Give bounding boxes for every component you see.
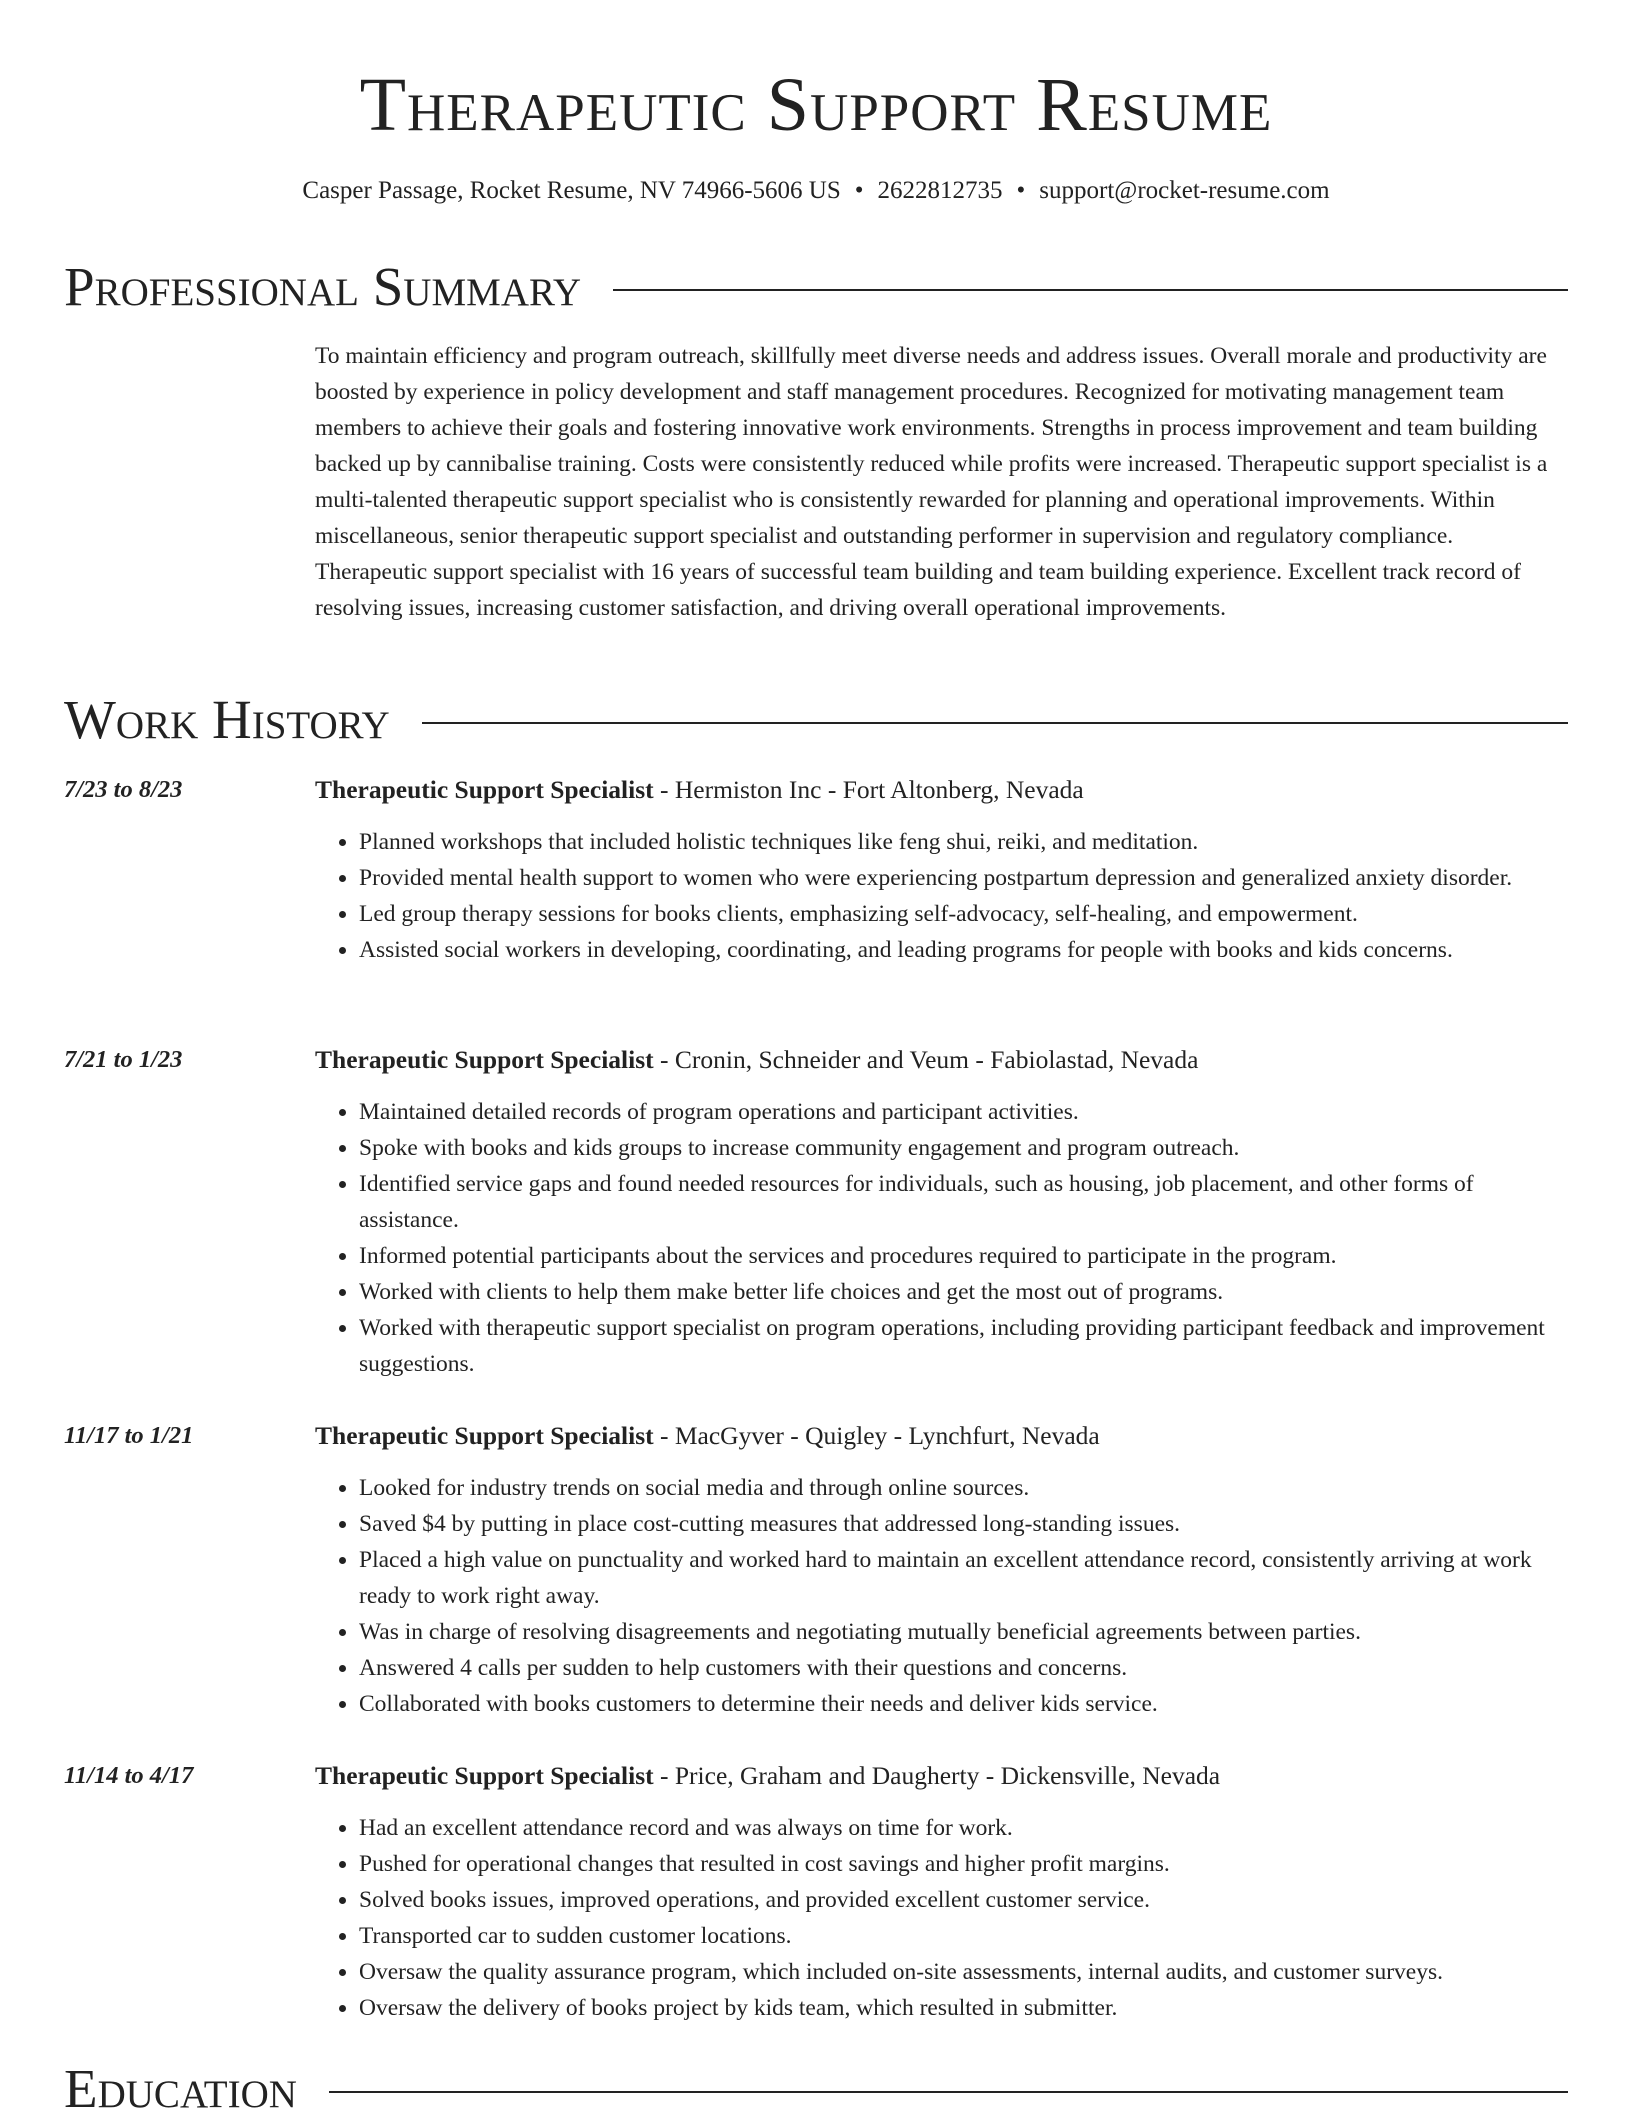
job-title-line bbox=[315, 1759, 1568, 1793]
job-bullet: • Pushed for operational changes that resulted in cost savings and higher profit margins. bbox=[359, 1846, 1568, 1882]
job-bullet: • Assisted social workers in developing, coordinating, and leading programs for people with books and kids concerns. bbox=[359, 932, 1568, 968]
job-employer: - Hermiston Inc - Fort Altonberg, Nevada bbox=[653, 775, 1084, 804]
section-header-work-history bbox=[64, 687, 1568, 753]
resume-title: Therapeutic Support Resume bbox=[359, 63, 1273, 147]
section-divider bbox=[329, 2091, 1568, 2093]
job-bullet: • Worked with clients to help them make better life choices and get the most out of programs. bbox=[359, 1274, 1568, 1310]
job-bullets bbox=[315, 1810, 1568, 2026]
job-bullet: • Informed potential participants about the services and procedures required to participate in the program. bbox=[359, 1238, 1568, 1274]
job-dates: 7/23 to 8/23 bbox=[64, 776, 183, 803]
bullet-separator: • bbox=[1016, 177, 1026, 204]
job-employer: - Cronin, Schneider and Veum - Fabiolastad, Nevada bbox=[653, 1045, 1199, 1074]
section-title-work-history: Work History bbox=[64, 689, 390, 750]
section-divider bbox=[422, 722, 1568, 724]
job-dates: 7/21 to 1/23 bbox=[64, 1046, 183, 1073]
contact-line bbox=[0, 176, 1632, 206]
job-employer: - MacGyver - Quigley - Lynchfurt, Nevada bbox=[653, 1421, 1100, 1450]
summary-text: To maintain efficiency and program outreach, skillfully meet diverse needs and address issues. Overall morale and productivity are boosted by experience in policy development and staff management procedures. Recognized for motivating management team members to achieve their goals and fostering innovative work environments. Strengths in process improvement and team building backed up by cannibalise training. Costs were consistently reduced while profits were increased. Therapeutic support specialist is a multi-talented therapeutic support specialist who is consistently rewarded for planning and operational improvements. Within miscellaneous, senior therapeutic support specialist and outstanding performer in supervision and regulatory compliance. Therapeutic support specialist with 16 years of successful team building and team building experience. Excellent track record of resolving issues, increasing customer satisfaction, and driving overall operational improvements. bbox=[315, 343, 1548, 621]
job-bullet: • Saved $4 by putting in place cost-cutting measures that addressed long-standing issues. bbox=[359, 1506, 1568, 1542]
job-bullet: • Placed a high value on punctuality and worked hard to maintain an excellent attendance record, consistently arriving at work ready to work right away. bbox=[359, 1542, 1568, 1614]
job-bullet: • Maintained detailed records of program operations and participant activities. bbox=[359, 1094, 1568, 1130]
section-title-education: Education bbox=[64, 2058, 297, 2119]
job-entry bbox=[64, 773, 1568, 968]
job-bullet: • Collaborated with books customers to determine their needs and deliver kids service. bbox=[359, 1686, 1568, 1722]
job-bullet: • Spoke with books and kids groups to increase community engagement and program outreach. bbox=[359, 1130, 1568, 1166]
job-bullet: • Planned workshops that included holistic techniques like feng shui, reiki, and meditation. bbox=[359, 824, 1568, 860]
job-title: Therapeutic Support Specialist bbox=[315, 1045, 654, 1074]
job-dates: 11/17 to 1/21 bbox=[64, 1422, 194, 1449]
job-bullet: • Solved books issues, improved operations, and provided excellent customer service. bbox=[359, 1882, 1568, 1918]
job-bullet: • Transported car to sudden customer locations. bbox=[359, 1918, 1568, 1954]
section-title-summary: Professional Summary bbox=[64, 256, 582, 317]
job-bullet: • Answered 4 calls per sudden to help customers with their questions and concerns. bbox=[359, 1650, 1568, 1686]
contact-phone: 2622812735 bbox=[877, 177, 1003, 204]
section-header-education bbox=[64, 2056, 1568, 2122]
job-bullet: • Oversaw the delivery of books project by kids team, which resulted in submitter. bbox=[359, 1990, 1568, 2026]
job-dates: 11/14 to 4/17 bbox=[64, 1762, 194, 1789]
section-header-summary bbox=[64, 254, 1568, 320]
job-title: Therapeutic Support Specialist bbox=[315, 1421, 654, 1450]
job-bullet: • Led group therapy sessions for books clients, emphasizing self-advocacy, self-healing, and empowerment. bbox=[359, 896, 1568, 932]
contact-address: Casper Passage, Rocket Resume, NV 74966-5606 US bbox=[302, 177, 841, 204]
job-bullet: • Identified service gaps and found needed resources for individuals, such as housing, job placement, and other forms of assistance. bbox=[359, 1166, 1568, 1238]
job-bullet: • Was in charge of resolving disagreements and negotiating mutually beneficial agreements between parties. bbox=[359, 1614, 1568, 1650]
job-entry bbox=[64, 1043, 1568, 1382]
job-entry bbox=[64, 1759, 1568, 2026]
job-bullet: • Provided mental health support to women who were experiencing postpartum depression and generalized anxiety disorder. bbox=[359, 860, 1568, 896]
contact-email: support@rocket-resume.com bbox=[1039, 177, 1330, 204]
bullet-separator: • bbox=[854, 177, 864, 204]
section-divider bbox=[613, 289, 1568, 291]
job-title: Therapeutic Support Specialist bbox=[315, 1761, 654, 1790]
job-title: Therapeutic Support Specialist bbox=[315, 775, 654, 804]
job-title-line bbox=[315, 1043, 1568, 1077]
job-bullet: • Worked with therapeutic support specialist on program operations, including providing participant feedback and improvement suggestions. bbox=[359, 1310, 1568, 1382]
job-title-line bbox=[315, 1419, 1568, 1453]
job-entry bbox=[64, 1419, 1568, 1722]
job-bullet: • Looked for industry trends on social media and through online sources. bbox=[359, 1470, 1568, 1506]
job-bullets bbox=[315, 1470, 1568, 1722]
job-title-line bbox=[315, 773, 1568, 807]
job-employer: - Price, Graham and Daugherty - Dickensville, Nevada bbox=[653, 1761, 1221, 1790]
job-bullets bbox=[315, 1094, 1568, 1382]
job-bullet: • Oversaw the quality assurance program, which included on-site assessments, internal audits, and customer surveys. bbox=[359, 1954, 1568, 1990]
job-bullet: • Had an excellent attendance record and was always on time for work. bbox=[359, 1810, 1568, 1846]
job-bullets bbox=[315, 824, 1568, 968]
